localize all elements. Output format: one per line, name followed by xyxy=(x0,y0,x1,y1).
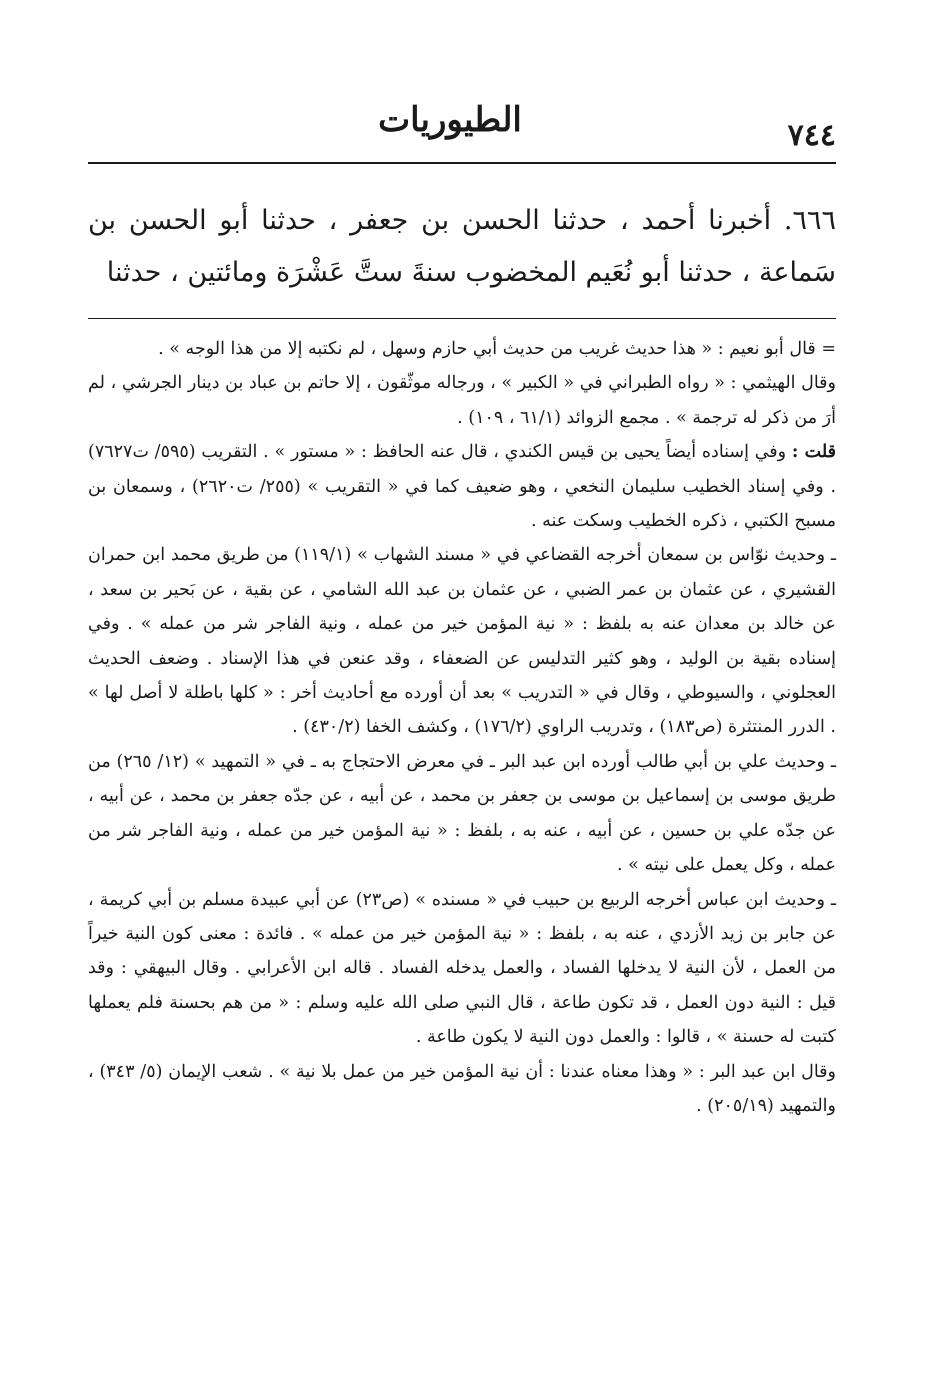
hadith-text: ٦٦٦. أخبرنا أحمد ، حدثنا الحسن بن جعفر ، حدثنا أبو الحسن بن سَماعة ، حدثنا أبو نُعَيم المخضوب سنةَ ستَّ عَشْرَة ومائتين ، حدثنا xyxy=(88,205,836,288)
note-paragraph: = قال أبو نعيم : « هذا حديث غريب من حديث أبي حازم وسهل ، لم نكتبه إلا من هذا الوجه » . xyxy=(158,339,836,359)
header-divider xyxy=(88,162,836,164)
note-text: وفي إسناده أيضاً يحيى بن قيس الكندي ، قال عنه الحافظ : « مستور » . التقريب (٥٩٥/ ت٧٦٢٧) . وفي إسناد الخطيب سليمان النخعي ، وهو ضعيف كما في « التقريب » (٢٥٥/ ت٢٦٢٠) ، وسمعان بن مسبح الكتبي ، ذكره الخطيب وسكت عنه . xyxy=(88,442,837,532)
footnote-divider xyxy=(88,318,836,319)
note-paragraph: وقال الهيثمي : « رواه الطبراني في « الكبير » ، ورجاله موثّقون ، إلا حاتم بن عباد بن دينار الجرشي ، لم أرَ من ذكر له ترجمة » . مجمع الزوائد (٦١/١ ، ١٠٩) . xyxy=(88,373,836,428)
page-number: ٧٤٤ xyxy=(787,118,836,153)
note-marker: قلت : xyxy=(791,442,836,463)
note-paragraph: ـ وحديث ابن عباس أخرجه الربيع بن حبيب في « مسنده » (ص٢٣) عن أبي عبيدة مسلم بن أبي كريمة ، عن جابر بن زيد الأزدي ، عنه به ، بلفظ : « نية المؤمن خير من عمله » . فائدة : معنى كون النية خيراً من العمل ، لأن النية لا يدخلها الفساد ، والعمل يدخله الفساد . قاله ابن الأعرابي . وقال البيهقي : وقد قيل : النية دون العمل ، قد تكون طاعة ، قال النبي صلى الله عليه وسلم : « من هم بحسنة فلم يعملها كتبت له حسنة » ، قالوا : والعمل دون النية لا يكون طاعة . xyxy=(88,889,836,1048)
note-paragraph: وقال ابن عبد البر : « وهذا معناه عندنا : أن نية المؤمن خير من عمل بلا نية » . شعب الإيمان (٥/ ٣٤٣) ، والتمهيد (٢٠٥/١٩) . xyxy=(88,1061,836,1116)
note-paragraph: ـ وحديث علي بن أبي طالب أورده ابن عبد البر ـ في معرض الاحتجاج به ـ في « التمهيد » (١٢/ ٢٦٥) من طريق موسى بن إسماعيل بن موسى بن جعفر بن محمد ، عن أبيه ، عن جدّه جعفر بن محمد ، عن أبيه ، عن جدّه علي بن حسين ، عن أبيه ، عنه به ، بلفظ : « نية المؤمن خير من عمله ، ونية الفاجر شر من عمله ، وكل يعمل على نيته » . xyxy=(88,751,836,876)
note-paragraph: ـ وحديث نوّاس بن سمعان أخرجه القضاعي في « مسند الشهاب » (١١٩/١) من طريق محمد ابن حمران القشيري ، عن عثمان بن عمر الضبي ، عن عثمان بن عبد الله الشامي ، عن بقية ، عن بَحير بن سعد ، عن خالد بن معدان عنه به بلفظ : « نية المؤمن خير من عمله ، ونية الفاجر شر من عمله » . وفي إسناده بقية بن الوليد ، وهو كثير التدليس عن الضعفاء ، وقد عنعن في هذا الإسناد . وضعف الحديث العجلوني ، والسيوطي ، وقال في « التدريب » بعد أن أورده مع أحاديث أخر : « كلها باطلة لا أصل لها » . الدرر المنتثرة (ص١٨٣) ، وتدريب الراوي (١٧٦/٢) ، وكشف الخفا (٤٣٠/٢) . xyxy=(88,545,837,738)
note-paragraph xyxy=(88,435,836,538)
running-title: الطيوريات xyxy=(378,100,522,140)
footnotes xyxy=(88,332,836,1123)
main-text xyxy=(88,195,836,299)
